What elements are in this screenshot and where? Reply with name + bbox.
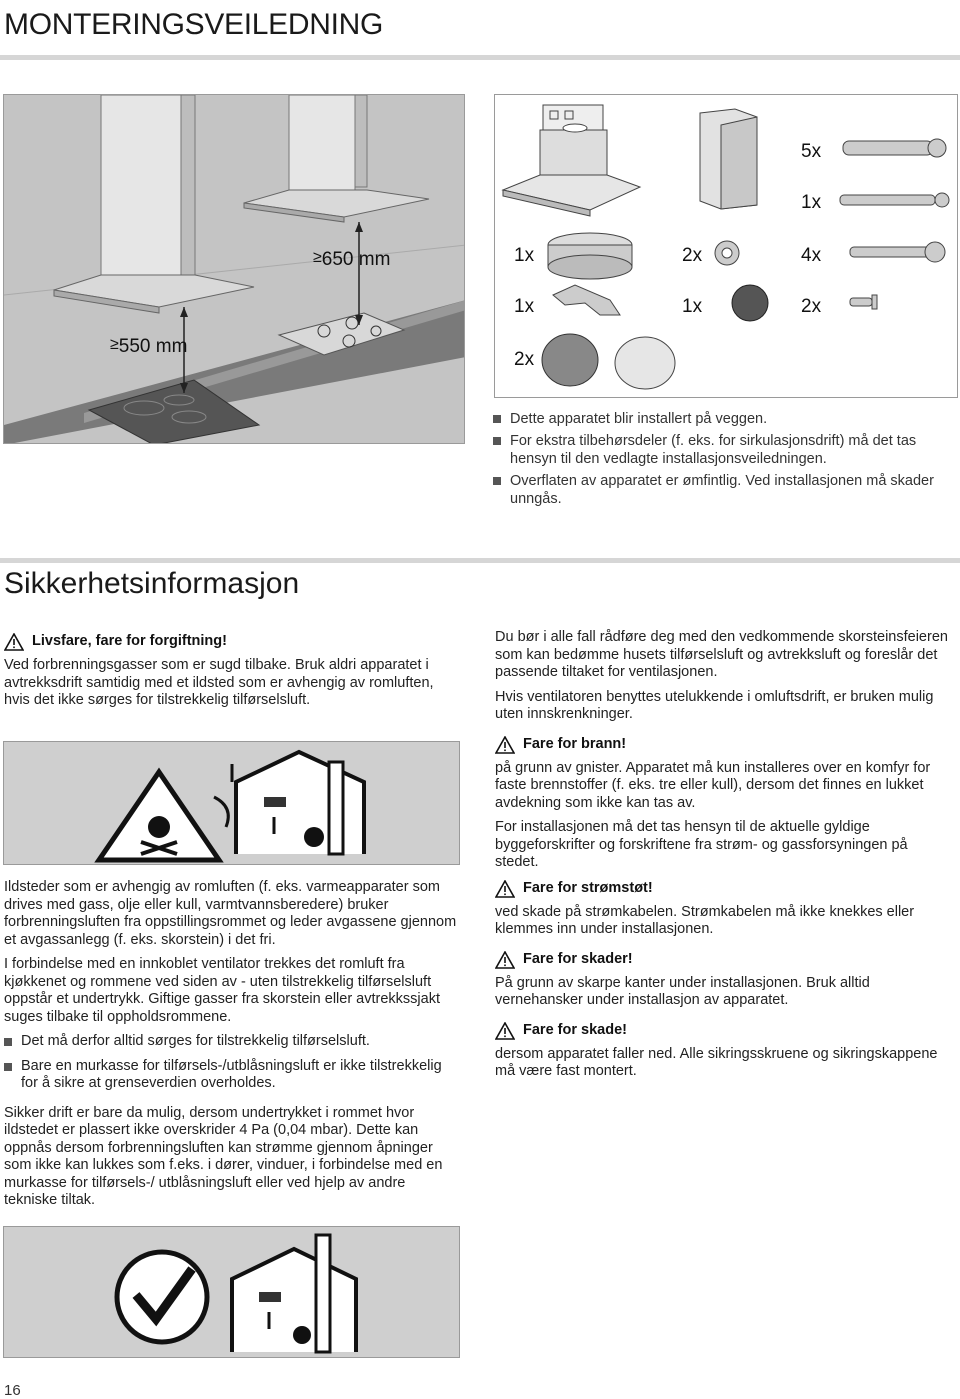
hood-height-illustration — [4, 95, 465, 444]
paragraph: Sikker drift er bare da mulig, dersom undertrykket i rommet hvor ildstedet er plassert ikke overskrider 4 Pa (0,04 mbar). Dette kan oppnås dersom forbrenningsluften kan strømme gjennom åpninger som ikke kan lukkes som f.eks. i dører, vinduer, i forbindelse med en murkasse for tilførsels-/ utblåsningsluft eller ved hjelp av andre tekniske tiltak. — [4, 1104, 443, 1208]
warning-icon — [495, 880, 515, 898]
list-item: Det må derfor alltid sørges for tilstrekkelig tilførselsluft. — [4, 1033, 460, 1051]
paragraph: dersom apparatet faller ned. Alle sikringsskruene og sikringskappene må være fast montert. — [495, 1045, 938, 1079]
qty-label: 4x — [801, 245, 822, 266]
safe-illustration — [3, 1226, 460, 1358]
paragraph: På grunn av skarpe kanter under installasjonen. Bruk alltid vernehansker under installasjon av apparatet. — [495, 974, 870, 1008]
warning-heading: Fare for strømstøt! — [495, 880, 955, 898]
dim-label-550: ≥550 mm — [110, 336, 188, 357]
poisoning-illustration — [4, 742, 460, 865]
left-column-continued — [4, 879, 460, 1217]
warning-heading: Fare for brann! — [495, 736, 955, 754]
qty-label: 1x — [514, 296, 535, 317]
paragraph: Ved forbrenningsgasser som er sugd tilbake. Bruk aldri apparatet i avtrekksdrift samtidig med et ildsted som er avhengig av romluften, hvis det ikke sørges for tilstrekkelig tilførselsluft. — [4, 657, 434, 708]
qty-label: 1x — [682, 296, 703, 317]
qty-label: 5x — [801, 141, 822, 162]
installation-height-figure — [3, 94, 465, 444]
warning-icon — [495, 1022, 515, 1040]
list-item: For ekstra tilbehørsdeler (f. eks. for sirkulasjonsdrift) må det tas hensyn til den vedlagte installasjonsveiledningen. — [493, 432, 955, 468]
warning-heading: Fare for skade! — [495, 1022, 955, 1040]
parts-illustration — [495, 95, 958, 398]
paragraph: Du bør i alle fall rådføre deg med den vedkommende skorsteinsfeieren som kan bedømme husets tilførselsluft og avtrekksluft og foreslår det passende tiltaket for ventilasjonen. — [495, 629, 948, 680]
qty-label: 2x — [682, 245, 703, 266]
divider — [0, 558, 960, 563]
list-item: Dette apparatet blir installert på veggen. — [493, 410, 955, 428]
paragraph: I forbindelse med en innkoblet ventilator trekkes det romluft fra kjøkkenet og rommene ved siden av - uten tilstrekkelig tilførselsluft oppstår et undertrykk. Giftige gasser fra skorstein eller avtrekkssjakt suges tilbake til oppholdsrommene. — [4, 956, 440, 1025]
qty-label: 1x — [514, 245, 535, 266]
qty-label: 1x — [801, 192, 822, 213]
qty-label: 2x — [801, 296, 822, 317]
right-column — [495, 629, 955, 1088]
list-item: Overflaten av apparatet er ømfintlig. Ved installasjonen må skader unngås. — [493, 472, 955, 508]
warning-icon — [495, 736, 515, 754]
warning-icon — [495, 951, 515, 969]
parts-list-figure — [494, 94, 958, 398]
warning-icon — [4, 633, 24, 651]
paragraph: Ildsteder som er avhengig av romluften (f. eks. varmeapparater som drives med gass, olje eller kull, varmtvannsberedere) bruker forbrenningsluften fra oppstillingsrommet og leder avgassene gjennom et avgassanlegg (f. eks. skorstein) i det fri. — [4, 879, 457, 948]
paragraph: Hvis ventilatoren benyttes utelukkende i omluftsdrift, er bruken mulig uten innskrenkninger. — [495, 688, 934, 722]
dim-label-650: ≥650 mm — [313, 249, 391, 270]
list-item: Bare en murkasse for tilførsels-/utblåsningsluft er ikke tilstrekkelig for å sikre at grenseverdien overholdes. — [4, 1058, 460, 1093]
paragraph: For installasjonen må det tas hensyn til de aktuelle gyldige byggeforskrifter og forskriftene fra strøm- og gassforsyningen på stedet. — [495, 819, 908, 870]
safe-operation-illustration — [4, 1227, 460, 1358]
left-column — [4, 633, 460, 717]
bullet-list — [4, 1033, 460, 1093]
page-number: 16 — [4, 1382, 21, 1399]
paragraph: ved skade på strømkabelen. Strømkabelen må ikke knekkes eller klemmes inn under installasjonen. — [495, 903, 915, 937]
install-notes-list — [493, 410, 955, 512]
paragraph: på grunn av gnister. Apparatet må kun installeres over en komfyr for faste brennstoffer (f. eks. tre eller kull), dersom det finnes en lukket avdekning som ikke kan tas av. — [495, 759, 931, 811]
warning-heading: Livsfare, fare for forgiftning! — [4, 633, 460, 651]
section-title: Sikkerhetsinformasjon — [4, 567, 300, 600]
page-title: MONTERINGSVEILEDNING — [4, 8, 384, 41]
danger-illustration — [3, 741, 460, 865]
warning-heading: Fare for skader! — [495, 951, 955, 969]
divider — [0, 55, 960, 60]
qty-label: 2x — [514, 349, 535, 370]
